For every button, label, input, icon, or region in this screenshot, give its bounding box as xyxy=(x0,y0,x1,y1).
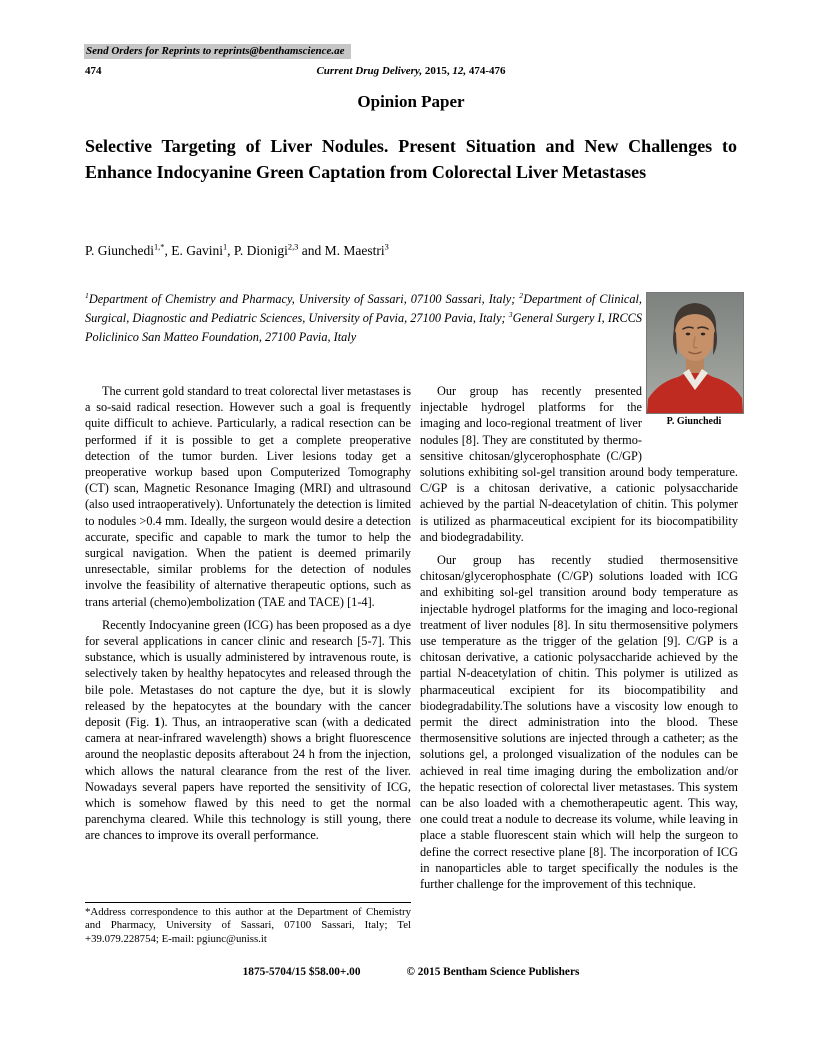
journal-year: 2015, xyxy=(422,65,453,77)
paragraph xyxy=(420,383,738,545)
reprint-notice: Send Orders for Reprints to reprints@benthamscience.ae xyxy=(84,44,351,59)
paragraph-text: ). Thus, an intraoperative scan (with a dedicated camera at near-infrared wavelength) shows a bright fluorescence around the neoplastic deposits afterabout 24 h from the injection, which allows the natural clearance from the rest of the liver. Nowadays several papers have reported the sensitivity of ICG, which is somehow flawed by this need to get the normal parenchyma cleared. While this technology is still young, there are chances to improve its overall performance. xyxy=(85,715,411,843)
affiliation-text: Department of Chemistry and Pharmacy, University of Sassari, 07100 Sassari, Italy; xyxy=(88,292,520,306)
article-title: Selective Targeting of Liver Nodules. Present Situation and New Challenges to Enhance Indocyanine Green Captation from Colorectal Liver Metastases xyxy=(85,136,737,182)
correspondence-footnote: *Address correspondence to this author at the Department of Chemistry and Pharmacy, University of Sassari, 07100 Sassari, Italy; Tel +39.079.228754; E-mail: pgiunc@uniss.it xyxy=(85,905,411,946)
journal-name: Current Drug Delivery, xyxy=(316,65,423,77)
affiliation-marker: 3 xyxy=(508,309,513,319)
journal-pages: 474-476 xyxy=(466,65,506,77)
photo-wrap-spacer xyxy=(642,383,738,449)
author-separator: and xyxy=(298,243,325,258)
affiliation-marker: 2 xyxy=(519,290,524,300)
page-number: 474 xyxy=(85,65,102,77)
author-name: P. Giunchedi xyxy=(85,243,154,258)
author-separator: , xyxy=(164,243,172,258)
paragraph-text: Recently Indocyanine green (ICG) has been proposed as a dye for several applications in cancer clinic and research [5-7]. This substance, which is usually administered by intravenous route, is selectively taken by healthy hepatocytes and released through the bile pole. Metastases do not capture the dye, but it is slowly released by the hepatocytes at the boundary with the cancer deposit (Fig. xyxy=(85,617,411,730)
article-type-heading: Opinion Paper xyxy=(357,92,465,111)
paragraph: Our group has recently studied thermosensitive chitosan/glycerophosphate (C/GP) solutions loaded with ICG and exhibiting sol-gel transition around body temperature as injectable hydrogel platforms for the imaging and loco-regional treatment of liver nodules [8]. In situ thermosensitive polymers use temperature as the trigger of the gelation [9]. C/GP is a chitosan derivative, a cationic polysaccharide achieved by the partial N-deacetylation of chitin. This polymer is utilized as pharmaceutical excipient for its biocompatibility and biodegradability.The solutions have a viscosity low enough to permit the direct administration into the blood. These thermosensitive solutions are injected through a catheter; as the solutions gel, a prolonged visualization of the nodules can be achieved in real time imaging during the embolization and/or the hepatic resection of colorectal liver metastases. This system can be also loaded with a chemotherapeutic agent. This way, one could treat a nodule to decrease its volume, while leaving in place a stable fluorescent stain which will help the surgeon to define the correct resective plane [8]. The incorporation of ICG in nanoparticles able to target specifically the nodules is the further challenge for the improvement of this technique. xyxy=(420,553,738,892)
issn-price: 1875-5704/15 $58.00+.00 xyxy=(242,966,361,978)
figure-reference: 1 xyxy=(154,715,161,730)
journal-citation xyxy=(85,65,737,77)
author-affiliation-marker: 3 xyxy=(384,242,389,252)
body-left-column xyxy=(85,383,411,947)
author-affiliation-marker: 2,3 xyxy=(287,242,299,252)
footnote-divider xyxy=(85,902,411,903)
author-name: P. Dionigi xyxy=(233,243,288,258)
copyright-notice: © 2015 Bentham Science Publishers xyxy=(406,966,580,978)
page-footer xyxy=(85,966,737,978)
author-name: M. Maestri xyxy=(324,243,385,258)
author-affiliation-marker: 1 xyxy=(222,242,228,252)
journal-meta-row xyxy=(85,65,737,81)
paragraph: The current gold standard to treat colorectal liver metastases is a so-said radical resection. However such a goal is frequently quite difficult to achieve. Particularly, a radical resection can be performed if it is possible to get a complete preoperative detection of the tumor burden. Liver lesions today get a preoperative workup based upon Computerized Tomography (CT) scan, Magnetic Resonance Imaging (MRI) and ultrasound (also used intraoperatively). Unfortunately the detection is limited to nodules >0.4 mm. Ideally, the surgeon would desire a detection accurate, specific and capable to mark the tumor to help the surgical navigation. When the patient is deemed primarily unresectable, similar problems for the detection of nodules involve the feasibility of alternative therapeutic options, such as trans arterial (chemo)embolization (TAE and TACE) [1-4]. xyxy=(85,384,411,609)
correspondence-footnote-block xyxy=(85,902,411,947)
paragraph-text: Our group has recently presented injectable hydrogel platforms for the imaging and loco-regional treatment of liver nodules [8]. They are constituted by thermo-sensitive chitosan/glycerophosphate (C/GP) solutions exhibiting sol-gel transition around body temperature. C/GP is a chitosan derivative, a cationic polysaccharide achieved by the partial N-deacetylation of chitin. This polymer is utilized as pharmaceutical excipient for its biocompatibility and biodegradability. xyxy=(420,384,738,544)
author-name: E. Gavini xyxy=(171,243,223,258)
affiliation-marker: 1 xyxy=(85,290,89,300)
affiliation-text: General Surgery I, IRCCS Policlinico San Matteo Foundation, 27100 Pavia, Italy xyxy=(85,311,642,344)
body-right-column xyxy=(420,383,738,892)
journal-volume: 12, xyxy=(452,65,467,77)
affiliation-text: Department of Clinical, Surgical, Diagnostic and Pediatric Sciences, University of Pavia, 27100 Pavia, Italy; xyxy=(85,292,643,325)
author-separator: , xyxy=(227,243,234,258)
author-photo-caption: P. Giunchedi xyxy=(666,416,722,427)
paragraph xyxy=(85,617,411,844)
authors-line xyxy=(85,243,737,259)
affiliations xyxy=(85,290,642,347)
author-affiliation-marker: 1,* xyxy=(154,242,165,252)
